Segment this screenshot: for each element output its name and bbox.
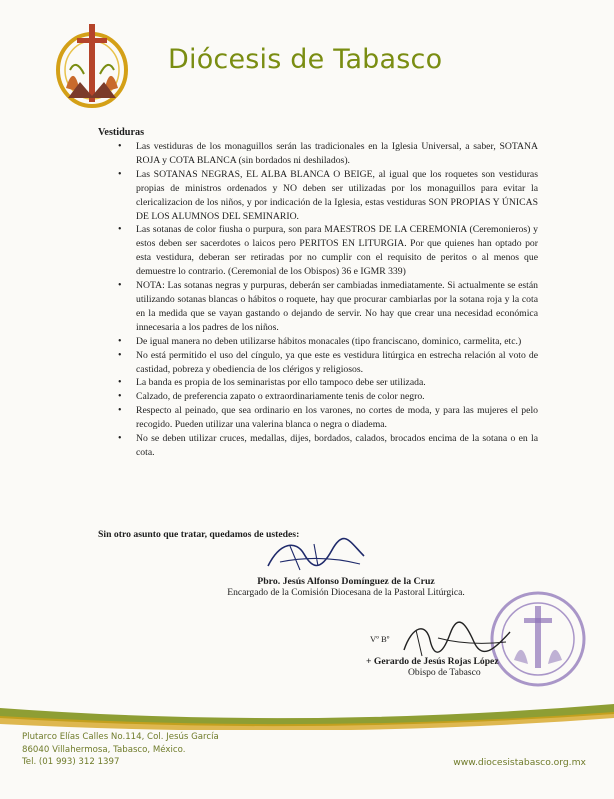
footer-address	[22, 731, 219, 769]
list-item: • Las SOTANAS NEGRAS, EL ALBA BLANCA O BEIGE, al igual que los roquetes son vestiduras propias de ministros ordenados y NO deben ser utilizadas por los monaguillos para evitar la clericalizacion de los niños, y por indicación de la Iglesia, estas vestiduras SON PROPIAS Y ÚNICAS DE LOS ALUMNOS DEL SEMINARIO.	[98, 168, 538, 224]
letterhead	[0, 0, 614, 120]
signer-1-name: Pbro. Jesús Alfonso Domínguez de la Cruz	[257, 576, 435, 587]
list-item: • NOTA: Las sotanas negras y purpuras, deberán ser cambiadas inmediatamente. Si actualmente se están utilizando sotanas blancas o hábitos o roquete, hay que procurar cambiarlas por la sotana roja y la cota en la medida que se vayan gastando o dejando de servir. No hay que crear una necesidad económica innecesaria a los padres de los niños.	[98, 279, 538, 335]
signer-2-block	[366, 656, 566, 678]
diocese-title: Diócesis de Tabasco	[168, 44, 443, 75]
phone-line: Tel. (01 993) 312 1397	[22, 757, 120, 767]
signer-2-name: + Gerardo de Jesús Rojas López	[366, 656, 499, 667]
website-link[interactable]: www.diocesistabasco.org.mx	[453, 757, 586, 768]
address-line-2: 86040 Villahermosa, Tabasco, México.	[22, 744, 186, 755]
diocese-cross-logo-icon	[50, 22, 134, 112]
list-item: • De igual manera no deben utilizarse hábitos monacales (tipo franciscano, dominico, carmelita, etc.)	[98, 335, 538, 349]
list-item: • Las vestiduras de los monaguillos serán las tradicionales en la Iglesia Universal, a saber, SOTANA ROJA y COTA BLANCA (sin bordados ni deshilados).	[98, 140, 538, 168]
section-heading: Vestiduras	[98, 127, 145, 138]
letter-body	[98, 127, 538, 460]
signer-1-role: Encargado de la Comisión Diocesana de la Pastoral Litúrgica.	[227, 587, 465, 598]
closing-line: Sin otro asunto que tratar, quedamos de ustedes:	[98, 529, 300, 540]
list-item: • Respecto al peinado, que sea ordinario en los varones, no cortes de moda, y para las mujeres el pelo recogido. Pueden utilizar una valerina blanca o negra o diadema.	[98, 404, 538, 432]
footer-wave-decoration	[0, 696, 614, 730]
vobo-label: Vº Bº	[370, 634, 390, 644]
list-item: • No está permitido el uso del cíngulo, ya que este es vestidura litúrgica en estrecha relación al voto de castidad, pobreza y obediencia de los clérigos y religiosos.	[98, 349, 538, 377]
signer-2-role: Obispo de Tabasco	[408, 667, 481, 678]
signer-1-block	[212, 576, 480, 598]
signature-1-icon	[260, 536, 370, 576]
address-line-1: Plutarco Elías Calles No.114, Col. Jesús García	[22, 732, 219, 742]
list-item: • Las sotanas de color fiusha o purpura, son para MAESTROS DE LA CEREMONIA (Ceremonieros) y estos deben ser sacerdotes o laicos pero PERITOS EN LITURGIA. Por que quienes han optado por esta vestidura, deberan ser retiradas por no cumplir con el requisito de peritos o al menos que demuestre lo contrario. (Ceremonial de los Obispos) 36 e IGMR 339)	[98, 223, 538, 279]
list-item: • La banda es propia de los seminaristas por ello tampoco debe ser utilizada.	[98, 376, 538, 390]
list-item: • No se deben utilizar cruces, medallas, dijes, bordados, calados, brocados encima de la sotana o en la cota.	[98, 432, 538, 460]
rules-list	[98, 140, 538, 460]
list-item: • Calzado, de preferencia zapato o extraordinariamente tenis de color negro.	[98, 390, 538, 404]
